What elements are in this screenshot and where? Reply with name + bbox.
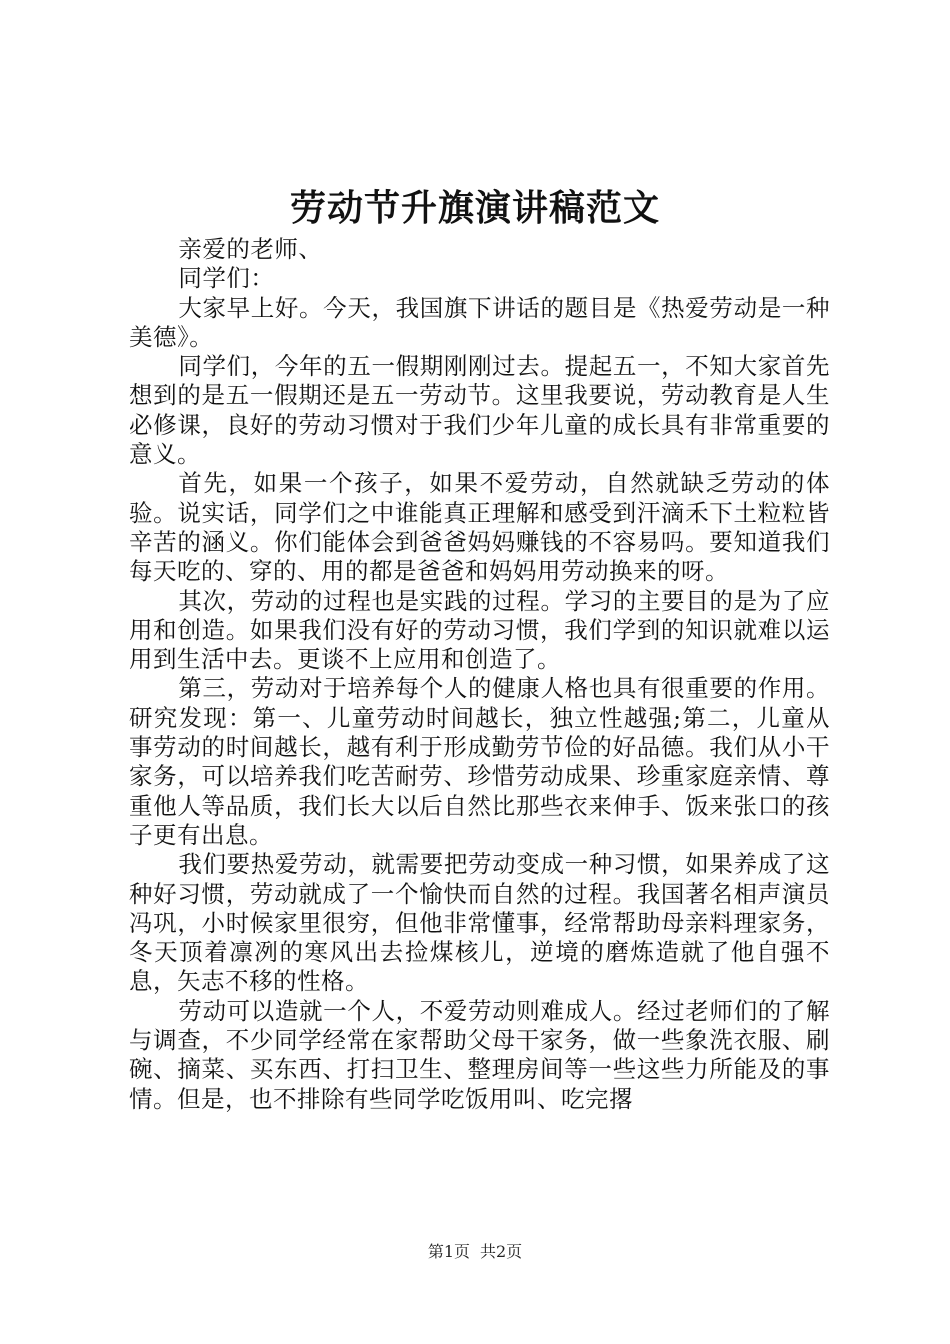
salutation-line-2: 同学们： (178, 264, 275, 293)
paragraph: 劳动可以造就一个人，不爱劳动则难成人。经过老师们的了解与调查，不少同学经常在家帮助父母干家务，做一些象洗衣服、刷碗、摘菜、买东西、打扫卫生、整理房间等一些这些力所能及的事情。但是，也不排除有些同学吃饭用叫、吃完撂 (129, 996, 830, 1113)
document-title: 劳动节升旗演讲稿范文 (289, 187, 660, 229)
page-total: 共2页 (480, 1242, 523, 1261)
document-body (129, 235, 830, 1114)
page-footer (0, 1242, 950, 1262)
salutation-line-1: 亲爱的老师、 (178, 235, 323, 263)
paragraph: 大家早上好。今天，我国旗下讲话的题目是《热爱劳动是一种美德》。 (129, 293, 830, 351)
paragraph: 首先，如果一个孩子，如果不爱劳动，自然就缺乏劳动的体验。说实话，同学们之中谁能真正理解和感受到汗滴禾下土粒粒皆辛苦的涵义。你们能体会到爸爸妈妈赚钱的不容易吗。要知道我们每天吃的、穿的、用的都是爸爸和妈妈用劳动换来的呀。 (129, 469, 830, 586)
paragraph: 第三，劳动对于培养每个人的健康人格也具有很重要的作用。研究发现：第一、儿童劳动时间越长，独立性越强;第二，儿童从事劳动的时间越长，越有利于形成勤劳节俭的好品德。我们从小干家务，可以培养我们吃苦耐劳、珍惜劳动成果、珍重家庭亲情、尊重他人等品质，我们长大以后自然比那些衣来伸手、饭来张口的孩子更有出息。 (129, 674, 830, 849)
paragraph: 我们要热爱劳动，就需要把劳动变成一种习惯，如果养成了这种好习惯，劳动就成了一个愉快而自然的过程。我国著名相声演员冯巩，小时候家里很穷，但他非常懂事，经常帮助母亲料理家务，冬天顶着凛冽的寒风出去捡煤核儿，逆境的磨炼造就了他自强不息，矢志不移的性格。 (129, 850, 830, 996)
page-number: 第1页 (427, 1242, 470, 1261)
paragraph: 同学们，今年的五一假期刚刚过去。提起五一，不知大家首先想到的是五一假期还是五一劳动节。这里我要说，劳动教育是人生必修课，良好的劳动习惯对于我们少年儿童的成长具有非常重要的意义。 (129, 352, 830, 469)
paragraph: 其次，劳动的过程也是实践的过程。学习的主要目的是为了应用和创造。如果我们没有好的劳动习惯，我们学到的知识就难以运用到生活中去。更谈不上应用和创造了。 (129, 586, 830, 674)
